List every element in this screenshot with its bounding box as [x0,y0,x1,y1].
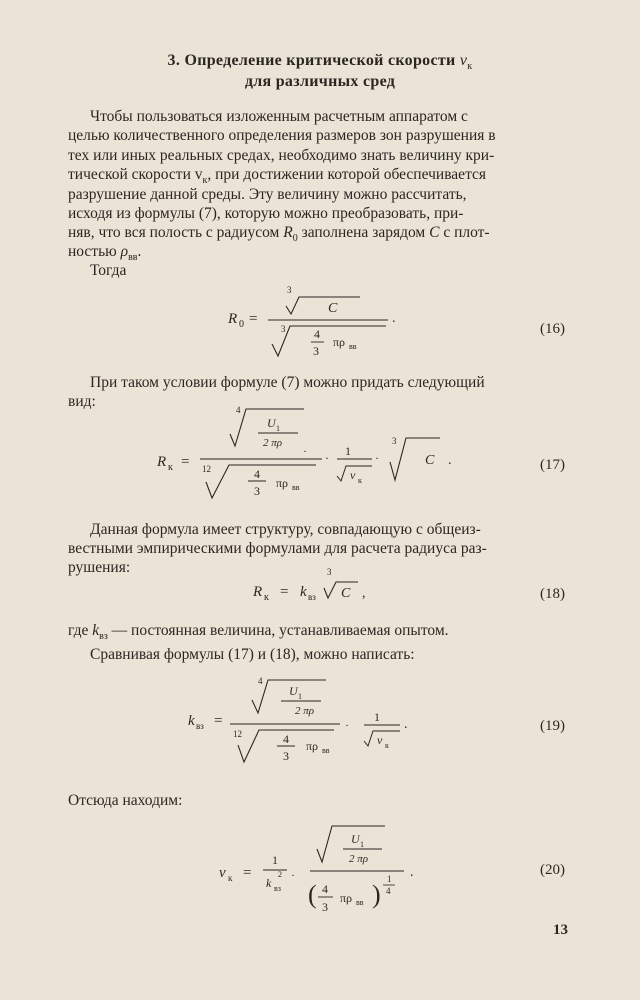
eq19-den3: 3 [283,749,289,763]
eq19-period: . [404,717,408,732]
compare-line: Сравнивая формулы (17) и (18), можно написать: [90,646,415,663]
eq20-exp-one: 1 [387,874,392,884]
text-constant: — постоянная величина, устанавливаемая опытом. [107,622,449,639]
eq18-comma: , [362,586,366,601]
subscript-vz: вз [99,631,108,643]
eq17-dot-2: · [325,451,329,465]
text-density: с плот- [439,224,490,241]
eq17-v: v [350,468,356,482]
subscript-vv: вв [128,252,138,264]
eq20-dot: · [291,868,295,882]
equation-20-number: (20) [540,862,565,878]
eq20-sub-vv: вв [356,898,364,907]
eq16-period: . [392,311,396,326]
eq20-den3: 3 [322,900,328,914]
text-critical-speed: тической скорости v [68,166,203,183]
eq19-sub-vz: вз [196,721,204,731]
subscript-0: 0 [292,233,298,245]
heading-variable: v [459,52,468,69]
eq17-v-subk: к [358,476,362,485]
eq17-dot-3: · [375,451,379,465]
eq17-dot-1: · [303,444,307,458]
eq19-num4: 4 [283,732,289,746]
eq17-sub-vv: вв [292,483,300,492]
text-density-word: ностью [68,243,121,260]
eq18-C: C [341,586,351,601]
heading-variable-subscript: к [467,61,473,73]
equation-17-number: (17) [540,457,565,473]
paragraph-2-line-1: При таком условии формуле (7) можно придать следующий [90,374,485,391]
eq17-subk: к [168,462,173,473]
eq20-num4: 4 [322,882,328,896]
eq16-sub-vv: вв [349,342,357,351]
text-cavity: няв, что вся полость с радиусом [68,224,284,241]
equation-17 [156,405,452,498]
paragraph-3-line-2: вестными эмпирическими формулами для расчета радиуса раз- [68,540,487,557]
eq16-pi-rho: πρ [333,335,346,349]
eq17-radical-bottom [206,465,316,498]
eq16-equals: = [249,311,258,327]
paragraph-2-line-2: вид: [68,393,96,410]
eq18-cbrt-index: 3 [327,567,332,577]
eq19-root-index-top: 4 [258,676,263,686]
paragraph-1-line-5: разрушение данной среды. Эту величину можно рассчитать, [68,186,467,203]
eq20-pi-rho: πρ [340,891,353,905]
eq20-lparen: ( [308,880,317,909]
symbol-k: k [92,622,100,639]
paragraph-3-line-3: рушения: [68,559,131,576]
eq17-sub1: 1 [276,424,280,433]
eq20-equals: = [243,865,252,881]
eq18-k: k [300,584,307,600]
hence-line: Отсюда находим: [68,792,183,809]
eq20-k-sub: вз [274,884,281,893]
eq17-root-index-top: 4 [236,405,241,415]
eq20-2pirho: 2 πρ [349,853,369,865]
eq17-cbrt-index: 3 [392,436,397,446]
eq19-one: 1 [374,710,380,724]
paragraph-3-line-1: Данная формула имеет структуру, совпадающую с общеиз- [90,521,481,538]
eq17-equals: = [181,454,190,470]
eq16-root-index-bottom: 3 [281,324,286,334]
period: . [137,243,142,260]
section-heading-text: 3. Определение критической скорости [167,52,456,69]
eq19-v-subk: к [385,741,389,750]
equation-18-number: (18) [540,586,565,602]
eq18-equals: = [280,584,289,600]
paragraph-1-line-2: целью количественного определения размеров зон разрушения в [68,127,496,144]
paragraph-1-line-1: Чтобы пользоваться изложенным расчетным аппаратом с [90,108,468,125]
eq18-R: R [253,584,263,600]
eq19-2pirho: 2 πρ [295,705,315,717]
equation-19 [188,676,408,763]
eq19-dot: · [345,718,349,732]
equation-18 [252,567,366,603]
paragraph-1-line-6: исходя из формулы (7), которую можно преобразовать, при- [68,205,464,222]
eq19-equals: = [214,713,223,729]
eq20-period: . [410,865,414,880]
equation-16 [227,285,396,358]
eq20-v-subk: к [228,873,233,883]
equation-19-number: (19) [540,718,565,734]
eq17-num4: 4 [254,467,260,481]
eq19-root-index-bottom: 12 [233,729,242,739]
eq19-sub1: 1 [298,692,302,701]
eq16-R: R [228,311,238,327]
eq19-k: k [188,713,195,729]
eq17-one: 1 [345,444,351,458]
eq18-subk: к [264,592,269,603]
eq16-den3: 3 [313,344,319,358]
eq20-v: v [219,865,226,881]
eq17-pi-rho: πρ [276,476,289,490]
eq20-k-exp: 2 [278,870,282,879]
equation-16-number: (16) [540,321,565,337]
eq17-den3: 3 [254,484,260,498]
eq16-root-index-top: 3 [287,285,292,295]
eq18-sub-vz: вз [308,592,316,602]
text-continuation: , при достижении которой обеспечивается [207,166,487,183]
section-heading-line2: для различных сред [244,73,396,90]
eq16-sub0: 0 [239,319,244,330]
eq17-root-index-bottom: 12 [202,464,211,474]
eq16-num4: 4 [314,327,320,341]
text-then: Тогда [90,262,127,279]
eq16-radical-bottom [272,326,386,356]
eq20-sub1: 1 [360,840,364,849]
eq17-period: . [448,453,452,468]
eq20-exp-four: 4 [386,886,391,896]
eq20-k: k [266,876,272,890]
eq17-2pirho: 2 πρ [263,437,283,449]
page-number: 13 [553,922,568,938]
text-where: где [68,622,93,639]
eq20-rparen: ) [372,880,381,909]
symbol-R: R [283,224,293,241]
subscript-k: к [202,175,208,187]
eq17-U: U [267,416,276,430]
text-charge: заполнена зарядом [297,224,430,241]
symbol-C: C [429,224,440,241]
eq19-U: U [289,684,298,698]
paragraph-1-line-3: тех или иных реальных средах, необходимо знать величину кри- [68,147,495,164]
equation-20 [219,826,414,914]
eq17-C: C [425,453,435,468]
eq20-one: 1 [272,853,278,867]
eq20-U: U [351,832,360,846]
eq19-sub-vv: вв [322,746,330,755]
eq17-R: R [157,454,167,470]
eq19-pi-rho: πρ [306,739,319,753]
eq16-C: C [328,301,338,316]
symbol-rho: ρ [120,243,129,260]
eq16-radical-top [286,297,360,314]
eq19-v: v [377,733,383,747]
